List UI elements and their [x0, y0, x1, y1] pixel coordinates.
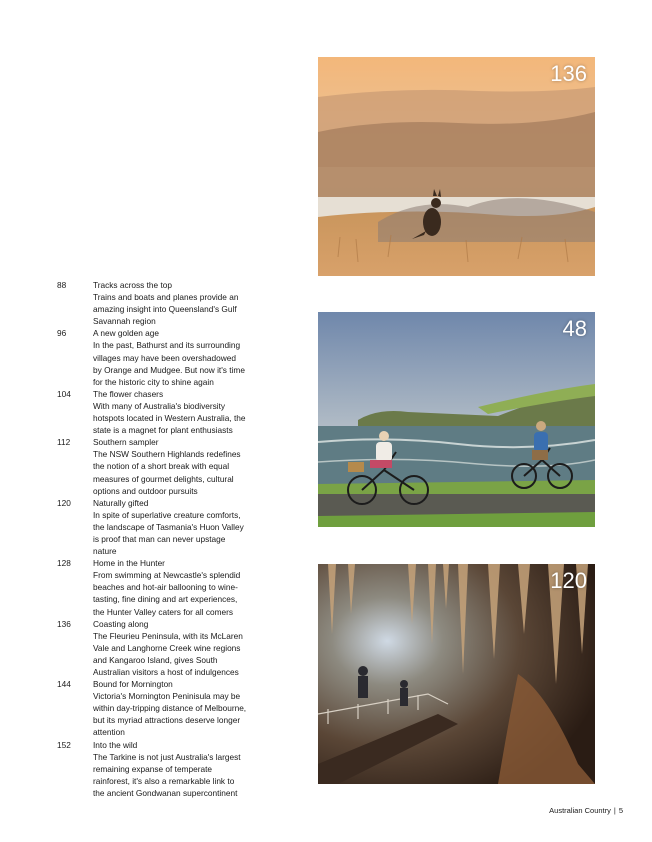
publication-name: Australian Country	[549, 806, 611, 815]
toc-page-number: 112	[57, 437, 71, 448]
cyclists-scene-illustration	[318, 312, 595, 527]
cave-photo[interactable]	[318, 564, 595, 784]
toc-description: The Fleurieu Peninsula, with its McLaren Vale and Langhorne Creek wine regions and Kangaroo Island, gives South Australian visitors a host of indulgences	[93, 630, 243, 677]
toc-title: The flower chasers	[93, 388, 164, 399]
photo-page-number: 136	[550, 61, 587, 86]
toc-page-number: 136	[57, 618, 71, 629]
toc-description: Trains and boats and planes provide an amazing insight into Queensland's Gulf Savannah region	[93, 292, 239, 327]
toc-page-number: 120	[57, 497, 71, 508]
toc-title: A new golden age	[93, 328, 159, 339]
toc-entry[interactable]	[57, 678, 247, 738]
toc-page-number: 88	[57, 280, 67, 290]
toc-page-number: 104	[57, 388, 71, 399]
toc-description: The NSW Southern Highlands redefines the notion of a short break with equal measures of gourmet delights, cultural options and outdoor pursuits	[93, 449, 241, 496]
toc-page-number: 96	[57, 328, 67, 339]
toc-entry[interactable]	[57, 618, 247, 678]
toc-entry[interactable]	[57, 557, 247, 617]
toc-entry[interactable]	[57, 497, 247, 557]
toc-page-number: 128	[57, 558, 71, 569]
toc-title: Home in the Hunter	[93, 558, 165, 569]
cave-scene-illustration	[318, 564, 595, 784]
toc-entry[interactable]	[57, 436, 247, 496]
photo-page-number: 48	[562, 316, 587, 341]
page-footer	[549, 806, 623, 815]
toc-title: Naturally gifted	[93, 497, 149, 508]
toc-entry[interactable]	[57, 279, 247, 327]
toc-title: Bound for Mornington	[93, 679, 173, 690]
photo-page-number: 120	[550, 568, 587, 593]
footer-separator: |	[613, 806, 616, 815]
toc-title: Coasting along	[93, 618, 149, 629]
toc-entry[interactable]	[57, 388, 247, 436]
toc-description: Victoria's Mornington Peninisula may be within day-tripping distance of Melbourne, but its myriad attractions deserve longer attention	[93, 691, 247, 738]
toc-description: In the past, Bathurst and its surrounding villages may have been overshadowed by Orange and Mudgee. But now it's time for the historic city to shine again	[93, 340, 245, 387]
toc-title: Southern sampler	[93, 437, 159, 448]
toc-description: With many of Australia's biodiversity hotspots located in Western Australia, the state is a magnet for plant enthusiasts	[93, 400, 246, 436]
toc-title: Into the wild	[93, 739, 138, 750]
table-of-contents	[57, 279, 247, 799]
toc-entry[interactable]	[57, 739, 247, 799]
toc-page-number: 144	[57, 679, 71, 690]
toc-description: The Tarkine is not just Australia's largest remaining expanse of temperate rainforest, it's also a remarkable link to the ancient Gondwanan supercontinent	[93, 751, 241, 798]
toc-description: From swimming at Newcastle's splendid beaches and hot-air ballooning to wine-tasting, fine dining and art experiences, the Hunter Valley caters for all comers	[93, 570, 241, 617]
toc-entry[interactable]	[57, 327, 247, 387]
toc-page-number: 152	[57, 739, 71, 750]
kangaroo-photo[interactable]	[318, 57, 595, 276]
cyclists-photo[interactable]	[318, 312, 595, 527]
kangaroo-scene-illustration	[318, 57, 595, 276]
toc-description: In spite of superlative creature comforts, the landscape of Tasmania's Huon Valley is proof that man can never upstage nature	[93, 509, 244, 557]
footer-page-number: 5	[618, 806, 623, 815]
toc-title: Tracks across the top	[93, 280, 173, 290]
